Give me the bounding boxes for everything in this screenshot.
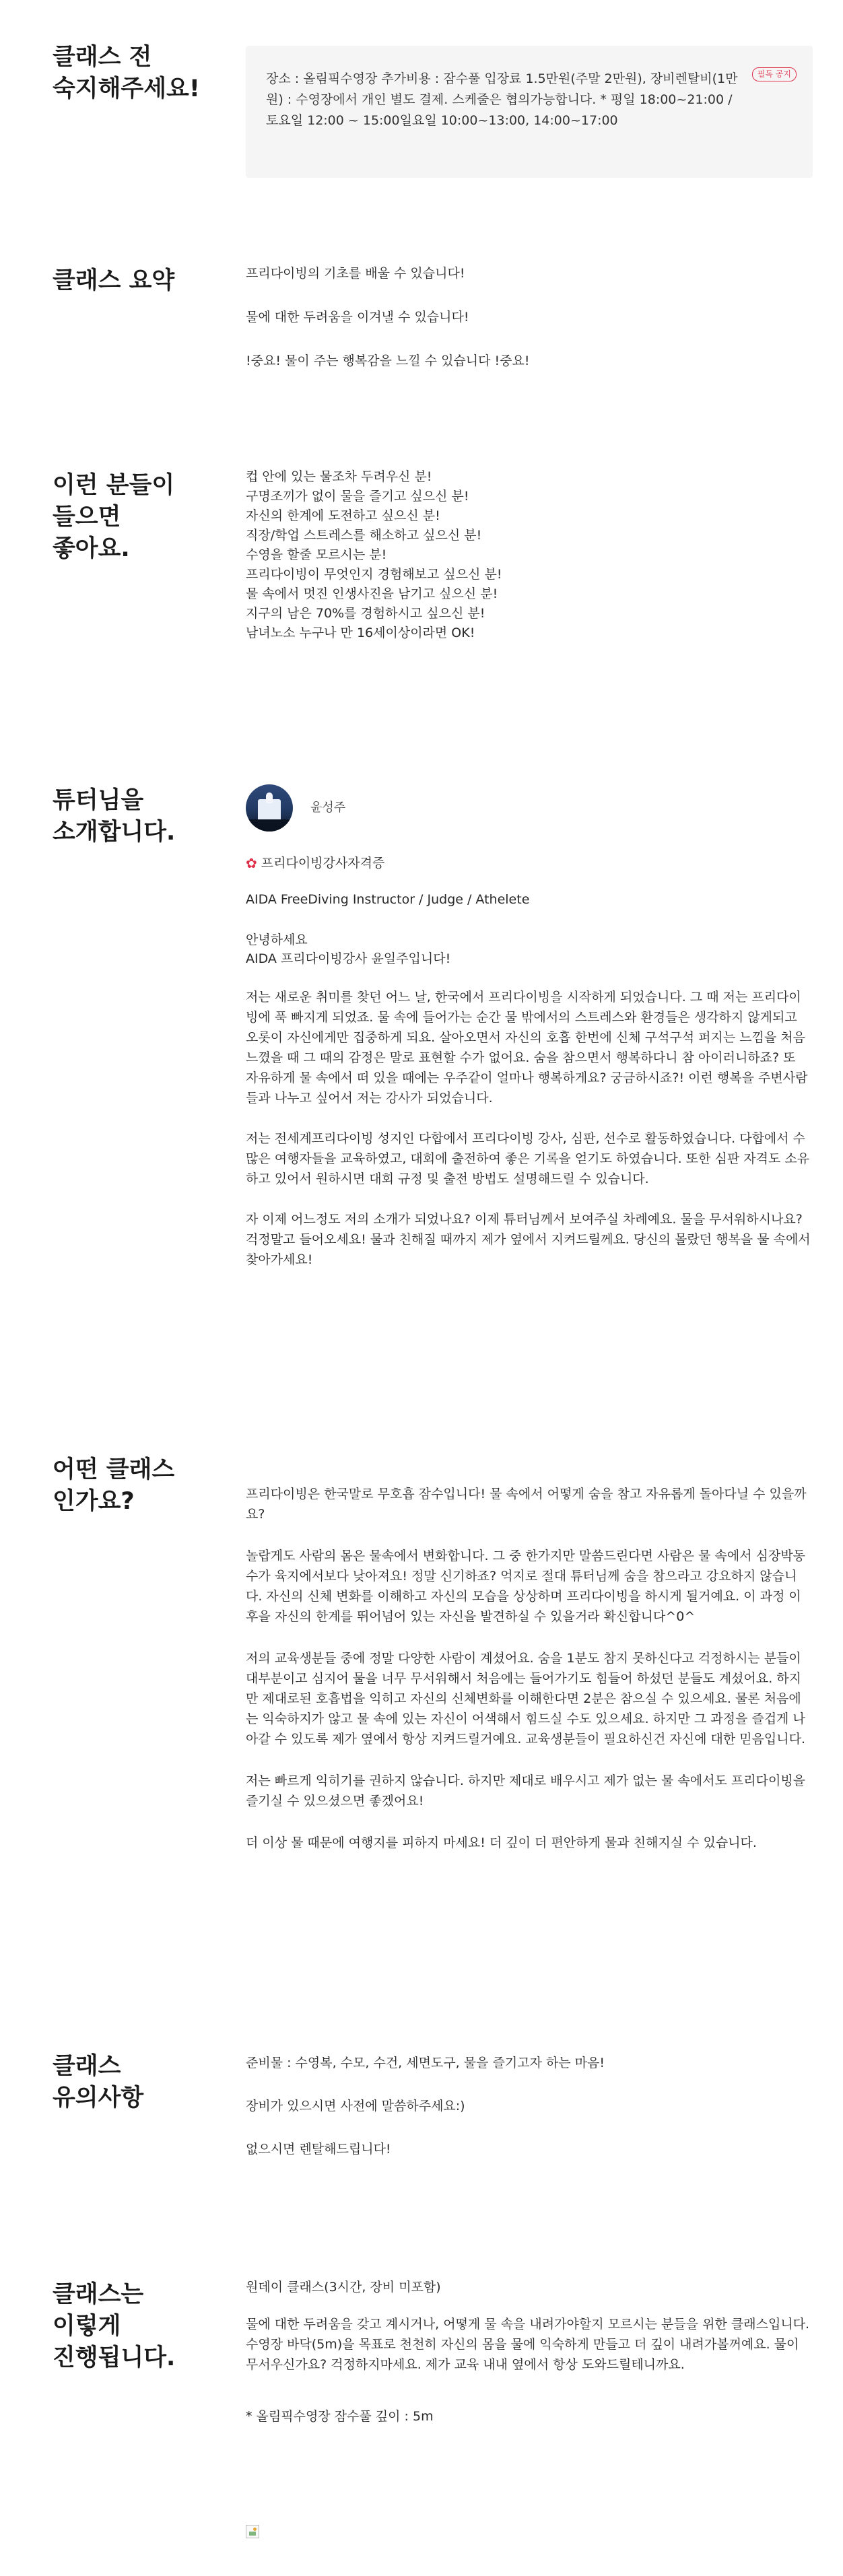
summary-title: 클래스 요약 <box>53 267 175 294</box>
audience-item: 프리다이빙이 무엇인지 경험해보고 싶으신 분! <box>246 567 502 582</box>
class-info-content <box>246 1484 811 1853</box>
notice-badge: 필독 공지 <box>752 67 797 81</box>
flower-badge-icon: ✿ <box>246 855 257 871</box>
audience-item: 컵 안에 있는 물조차 두려우신 분! <box>246 469 432 484</box>
notice-section <box>0 0 843 202</box>
audience-item: 지구의 남은 70%를 경험하시고 싶으신 분! <box>246 606 485 621</box>
caution-title: 클래스 유의사항 <box>53 2053 144 2111</box>
caution-line: 없으시면 렌탈해드립니다! <box>246 2142 391 2157</box>
summary-line: !중요! 물이 주는 행복감을 느낄 수 있습니다 !중요! <box>246 353 530 368</box>
notice-text: 장소 : 올림픽수영장 추가비용 : 잠수풀 입장료 1.5만원(주말 2만원), 장비렌탈비(1만원) : 수영장에서 개인 별도 결제. 스케줄은 협의가능합니다. * 평일 18:00~21:00 / 토요일 12:00 ~ 15:00일요일 10:00~13:00, 14:00~17:00 <box>266 71 738 128</box>
tutor-section <box>0 781 843 1387</box>
tutor-paragraph: 자 이제 어느정도 저의 소개가 되었나요? 이제 튜터님께서 보여주실 차례예요. 물을 무서워하시나요? 걱정말고 들어오세요! 물과 친해질 때까지 제가 옆에서 지켜드릴께요. 당신의 몰랐던 행복을 물 속에서 찾아가세요! <box>246 1212 811 1267</box>
process-description: 물에 대한 두려움을 갖고 계시거나, 어떻게 물 속을 내려가야할지 모르시는 분들을 위한 클래스입니다. 수영장 바닥(5m)을 목표로 천천히 자신의 몸을 물에 익숙하게 만들고 더 깊이 내려가볼꺼예요. 물이 무서우신가요? 걱정하지마세요. 제가 교육 내내 옆에서 항상 도와드릴테니까요. <box>246 2317 810 2372</box>
summary-line: 물에 대한 두려움을 이겨낼 수 있습니다! <box>246 310 469 325</box>
tutor-name[interactable]: 윤성주 <box>310 801 346 815</box>
caution-line: 장비가 있으시면 사전에 말씀하주세요:) <box>246 2099 465 2113</box>
caution-content <box>246 2054 811 2159</box>
process-title: 클래스는 이렇게 진행됩니다. <box>53 2281 176 2371</box>
audience-section <box>0 465 843 693</box>
process-section <box>0 2272 843 2569</box>
class-info-paragraph: 놀랍게도 사람의 몸은 물속에서 변화합니다. 그 중 한가지만 말씀드린다면 사람은 물 속에서 심장박동 수가 육지에서보다 낮아져요! 정말 신기하죠? 억지로 절대 튜터님께 숨을 참으라고 강요하지 않습니다. 자신의 신체 변화를 이해하고 자신의 모습을 상상하며 프리다이빙을 하시게 될거예요. 이 과정 이후을 자신의 한계를 뛰어넘어 있는 자신을 발견하실 수 있을거라 확신합니다^0^ <box>246 1549 806 1624</box>
audience-list <box>246 467 811 643</box>
audience-item: 구명조끼가 없이 물을 즐기고 싶으신 분! <box>246 489 469 504</box>
audience-item: 직장/학업 스트레스를 해소하고 싶으신 분! <box>246 528 482 543</box>
class-info-paragraph: 프리다이빙은 한국말로 무호흡 잠수입니다! 물 속에서 어떻게 숨을 참고 자유롭게 돌아다닐 수 있을까요? <box>246 1487 807 1522</box>
audience-title: 이런 분들이 들으면 좋아요. <box>53 472 175 562</box>
notice-title: 클래스 전 숙지해주세요! <box>53 44 200 102</box>
tutor-greeting: 안녕하세요 <box>246 933 308 947</box>
process-note: * 올림픽수영장 잠수풀 깊이 : 5m <box>246 2409 434 2424</box>
class-info-paragraph: 저의 교육생분들 중에 정말 다양한 사람이 계셨어요. 숨을 1분도 참지 못하신다고 걱정하시는 분들이 대부분이고 심지어 물을 너무 무서워해서 처음에는 들어가기도 힘들어 하셨던 분들도 계셨어요. 하지만 제대로된 호흡법을 익히고 자신의 신체변화를 이해한다면 2분은 참으실 수 있으세요. 물론 처음에는 익숙하지가 않고 물 속에 있는 자신이 어색해서 힘드실 수도 있으세요. 하지만 그 과정을 즐겁게 나아갈 수 있도록 제가 옆에서 항상 지켜드릴거예요. 교육생분들이 필요하신건 자신에 대한 믿음입니다. <box>246 1651 806 1747</box>
avatar-ground <box>246 819 293 832</box>
class-info-title: 어떤 클래스 인가요? <box>53 1456 175 1515</box>
certification-label: 프리다이빙강사자격증 <box>261 856 385 871</box>
tower-icon <box>266 792 273 803</box>
caution-section <box>0 2047 843 2202</box>
class-info-paragraph: 더 이상 물 때문에 여행지를 피하지 마세요! 더 깊이 더 편안하게 물과 친해지실 수 있습니다. <box>246 1835 757 1850</box>
summary-line: 프리다이빙의 기초를 배울 수 있습니다! <box>246 266 465 281</box>
notice-box <box>246 46 813 178</box>
class-info-section <box>0 1448 843 1986</box>
tutor-headline: AIDA FreeDiving Instructor / Judge / Athelete <box>246 892 530 907</box>
tutor-profile[interactable] <box>246 784 811 832</box>
tutor-paragraph: 저는 새로운 취미를 찾던 어느 날, 한국에서 프리다이빙을 시작하게 되었습니다. 그 때 저는 프리다이빙에 푹 빠지게 되었죠. 물 속에 들어가는 순간 물 밖에서의 스트레스와 환경들은 생각하지 않게되고 오롯이 자신에게만 집중하게 되요. 살아오면서 자신의 호흡 한번에 신체 구석구석 퍼지는 느낌을 처음 느꼈을 때 그 때의 감정은 말로 표현할 수가 없어요. 숨을 참으면서 행복하다니 참 아이러니하죠? 또 자유하게 물 속에서 떠 있을 때에는 우주같이 얼마나 행복하게요? 궁금하시죠?! 이런 행복을 주변사람들과 나누고 싶어서 저는 강사가 되었습니다. <box>246 990 808 1106</box>
audience-item: 자신의 한계에 도전하고 싶으신 분! <box>246 508 440 523</box>
tutor-greeting: AIDA 프리다이빙강사 윤일주입니다! <box>246 951 451 966</box>
process-content <box>246 2278 811 2426</box>
audience-item: 남녀노소 누구나 만 16세이상이라면 OK! <box>246 625 475 640</box>
audience-item: 수영을 할줄 모르시는 분! <box>246 547 387 562</box>
tutor-avatar[interactable] <box>246 784 293 832</box>
process-heading: 원데이 클래스(3시간, 장비 미포함) <box>246 2280 441 2295</box>
tutor-content <box>246 784 811 1270</box>
broken-image-icon <box>246 2525 259 2538</box>
tutor-title: 튜터님을 소개합니다. <box>53 787 176 846</box>
summary-content <box>246 264 811 370</box>
tutor-certification <box>246 854 811 873</box>
summary-section <box>0 256 843 391</box>
audience-item: 물 속에서 멋진 인생사진을 남기고 싶으신 분! <box>246 586 498 601</box>
caution-line: 준비물 : 수영복, 수모, 수건, 세면도구, 물을 즐기고자 하는 마음! <box>246 2056 605 2070</box>
class-info-paragraph: 저는 빠르게 익히기를 권하지 않습니다. 하지만 제대로 배우시고 제가 없는 물 속에서도 프리다이빙을 즐기실 수 있으셨으면 좋겠어요! <box>246 1773 806 1808</box>
tutor-paragraph: 저는 전세계프리다이빙 성지인 다합에서 프리다이빙 강사, 심판, 선수로 활동하였습니다. 다합에서 수 많은 여행자들을 교육하였고, 대회에 출전하여 좋은 기록을 얻기도 하였습니다. 또한 심판 자격도 소유하고 있어서 원하시면 대회 규정 및 출전 방법도 설명해드릴 수 있습니다. <box>246 1131 810 1186</box>
